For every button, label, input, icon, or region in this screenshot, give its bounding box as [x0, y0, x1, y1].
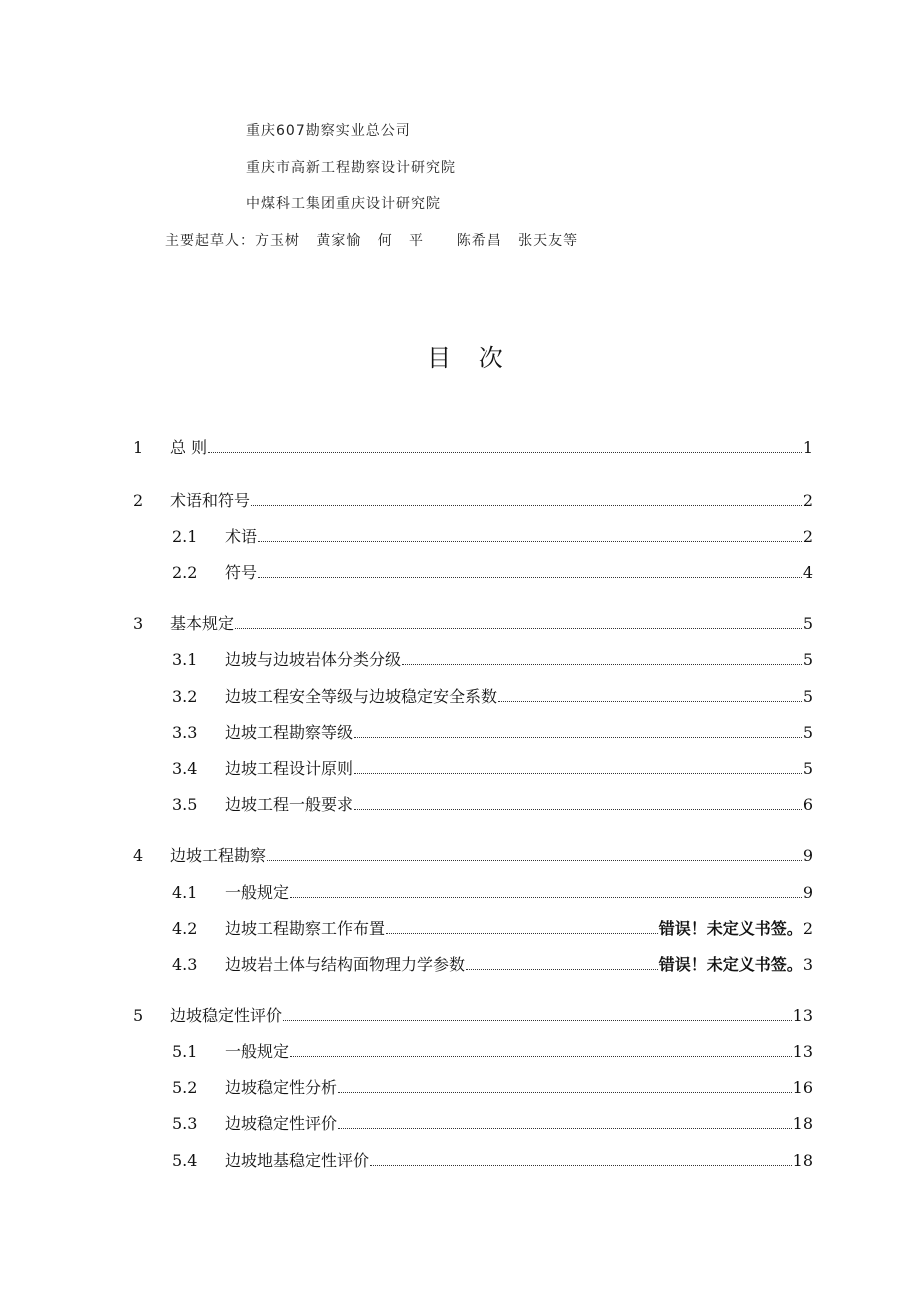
toc-entry[interactable] — [172, 792, 813, 816]
dot-leader — [235, 628, 802, 629]
toc-page: 16 — [792, 1078, 813, 1097]
toc-page: 5 — [802, 614, 813, 633]
toc-text: 边坡工程勘察工作布置 — [225, 919, 386, 938]
toc-page: 9 — [802, 883, 813, 902]
toc-entry[interactable] — [172, 647, 813, 671]
toc-page: 5 — [802, 759, 813, 778]
toc-text: 边坡稳定性评价 — [170, 1006, 283, 1025]
drafters-line: 主要起草人：方玉树 黄家愉 何 平 陈希昌 张天友等 — [165, 233, 579, 249]
toc-page: 6 — [802, 795, 813, 814]
dot-leader — [267, 860, 802, 861]
toc-page: 5 — [802, 687, 813, 706]
toc-number: 4.3 — [172, 955, 198, 974]
toc-number: 4 — [133, 846, 144, 865]
toc-entry[interactable] — [172, 1075, 813, 1099]
toc-page: 5 — [802, 650, 813, 669]
toc-number: 4.2 — [172, 919, 198, 938]
toc-page: 4 — [802, 563, 813, 582]
toc-text: 总 则 — [170, 438, 208, 457]
toc-entry[interactable] — [172, 684, 813, 708]
dot-leader — [338, 1092, 792, 1093]
toc-number: 3.1 — [172, 650, 198, 669]
dot-leader — [283, 1020, 792, 1021]
toc-entry[interactable] — [172, 1148, 813, 1172]
toc-entry[interactable] — [133, 488, 813, 512]
toc-number: 5.1 — [172, 1042, 198, 1061]
toc-text: 术语 — [225, 527, 258, 546]
toc-number: 5.4 — [172, 1151, 198, 1170]
dot-leader — [251, 505, 802, 506]
toc-number: 2.1 — [172, 527, 198, 546]
toc-text: 边坡地基稳定性评价 — [225, 1151, 370, 1170]
toc-page: 5 — [802, 723, 813, 742]
toc-text: 边坡工程设计原则 — [225, 759, 354, 778]
toc-entry[interactable] — [133, 843, 813, 867]
toc-entry[interactable] — [133, 1003, 813, 1027]
toc-text: 边坡工程安全等级与边坡稳定安全系数 — [225, 687, 498, 706]
toc-text: 边坡工程勘察 — [170, 846, 267, 865]
toc-number: 5 — [133, 1006, 144, 1025]
dot-leader — [354, 737, 802, 738]
toc-text: 基本规定 — [170, 614, 235, 633]
toc-text: 边坡稳定性分析 — [225, 1078, 338, 1097]
dot-leader — [498, 701, 802, 702]
toc-page: 2 — [802, 491, 813, 510]
toc-entry[interactable] — [172, 756, 813, 780]
dot-leader — [386, 933, 658, 934]
toc-page: 3 — [802, 955, 813, 974]
toc-text: 符号 — [225, 563, 258, 582]
toc-page: 9 — [802, 846, 813, 865]
toc-number: 3.3 — [172, 723, 198, 742]
toc-number: 4.1 — [172, 883, 198, 902]
toc-entry[interactable] — [172, 880, 813, 904]
dot-leader — [290, 1056, 792, 1057]
toc-page: 13 — [792, 1006, 813, 1025]
toc-entry[interactable] — [172, 560, 813, 584]
dot-leader — [258, 577, 802, 578]
dot-leader — [258, 541, 802, 542]
toc-text: 一般规定 — [225, 883, 290, 902]
toc-number: 3.5 — [172, 795, 198, 814]
toc-page: 2 — [802, 527, 813, 546]
toc-page: 18 — [792, 1151, 813, 1170]
toc-entry[interactable] — [172, 720, 813, 744]
toc-page: 1 — [802, 438, 813, 457]
toc-number: 3.2 — [172, 687, 198, 706]
org-line-3: 中煤科工集团重庆设计研究院 — [246, 196, 441, 212]
dot-leader — [290, 897, 802, 898]
toc-entry[interactable] — [133, 435, 813, 459]
toc-text: 术语和符号 — [170, 491, 251, 510]
toc-text: 一般规定 — [225, 1042, 290, 1061]
toc-page: 2 — [802, 919, 813, 938]
toc-page: 13 — [792, 1042, 813, 1061]
dot-leader — [208, 452, 802, 453]
toc-text: 边坡工程一般要求 — [225, 795, 354, 814]
dot-leader — [370, 1165, 792, 1166]
toc-entry[interactable] — [172, 524, 813, 548]
toc-error-text: 错误！未定义书签。 — [658, 955, 803, 974]
dot-leader — [402, 664, 802, 665]
dot-leader — [354, 809, 802, 810]
org-line-1: 重庆607勘察实业总公司 — [246, 123, 411, 139]
toc-number: 1 — [133, 438, 144, 457]
dot-leader — [338, 1128, 792, 1129]
toc-number: 2.2 — [172, 563, 198, 582]
toc-text: 边坡工程勘察等级 — [225, 723, 354, 742]
toc-title: 目 次 — [427, 344, 513, 372]
toc-page: 18 — [792, 1114, 813, 1133]
dot-leader — [354, 773, 802, 774]
toc-number: 3 — [133, 614, 144, 633]
toc-text: 边坡与边坡岩体分类分级 — [225, 650, 402, 669]
toc-number: 5.3 — [172, 1114, 198, 1133]
toc-error-text: 错误！未定义书签。 — [658, 919, 803, 938]
dot-leader — [466, 969, 658, 970]
toc-entry[interactable] — [133, 611, 813, 635]
org-line-2: 重庆市高新工程勘察设计研究院 — [246, 160, 456, 176]
toc-entry[interactable] — [172, 1039, 813, 1063]
toc-text: 边坡岩土体与结构面物理力学参数 — [225, 955, 466, 974]
toc-number: 2 — [133, 491, 144, 510]
toc-number: 5.2 — [172, 1078, 198, 1097]
toc-number: 3.4 — [172, 759, 198, 778]
toc-text: 边坡稳定性评价 — [225, 1114, 338, 1133]
toc-entry[interactable] — [172, 1111, 813, 1135]
toc-entry[interactable] — [172, 916, 813, 940]
toc-entry[interactable] — [172, 952, 813, 976]
